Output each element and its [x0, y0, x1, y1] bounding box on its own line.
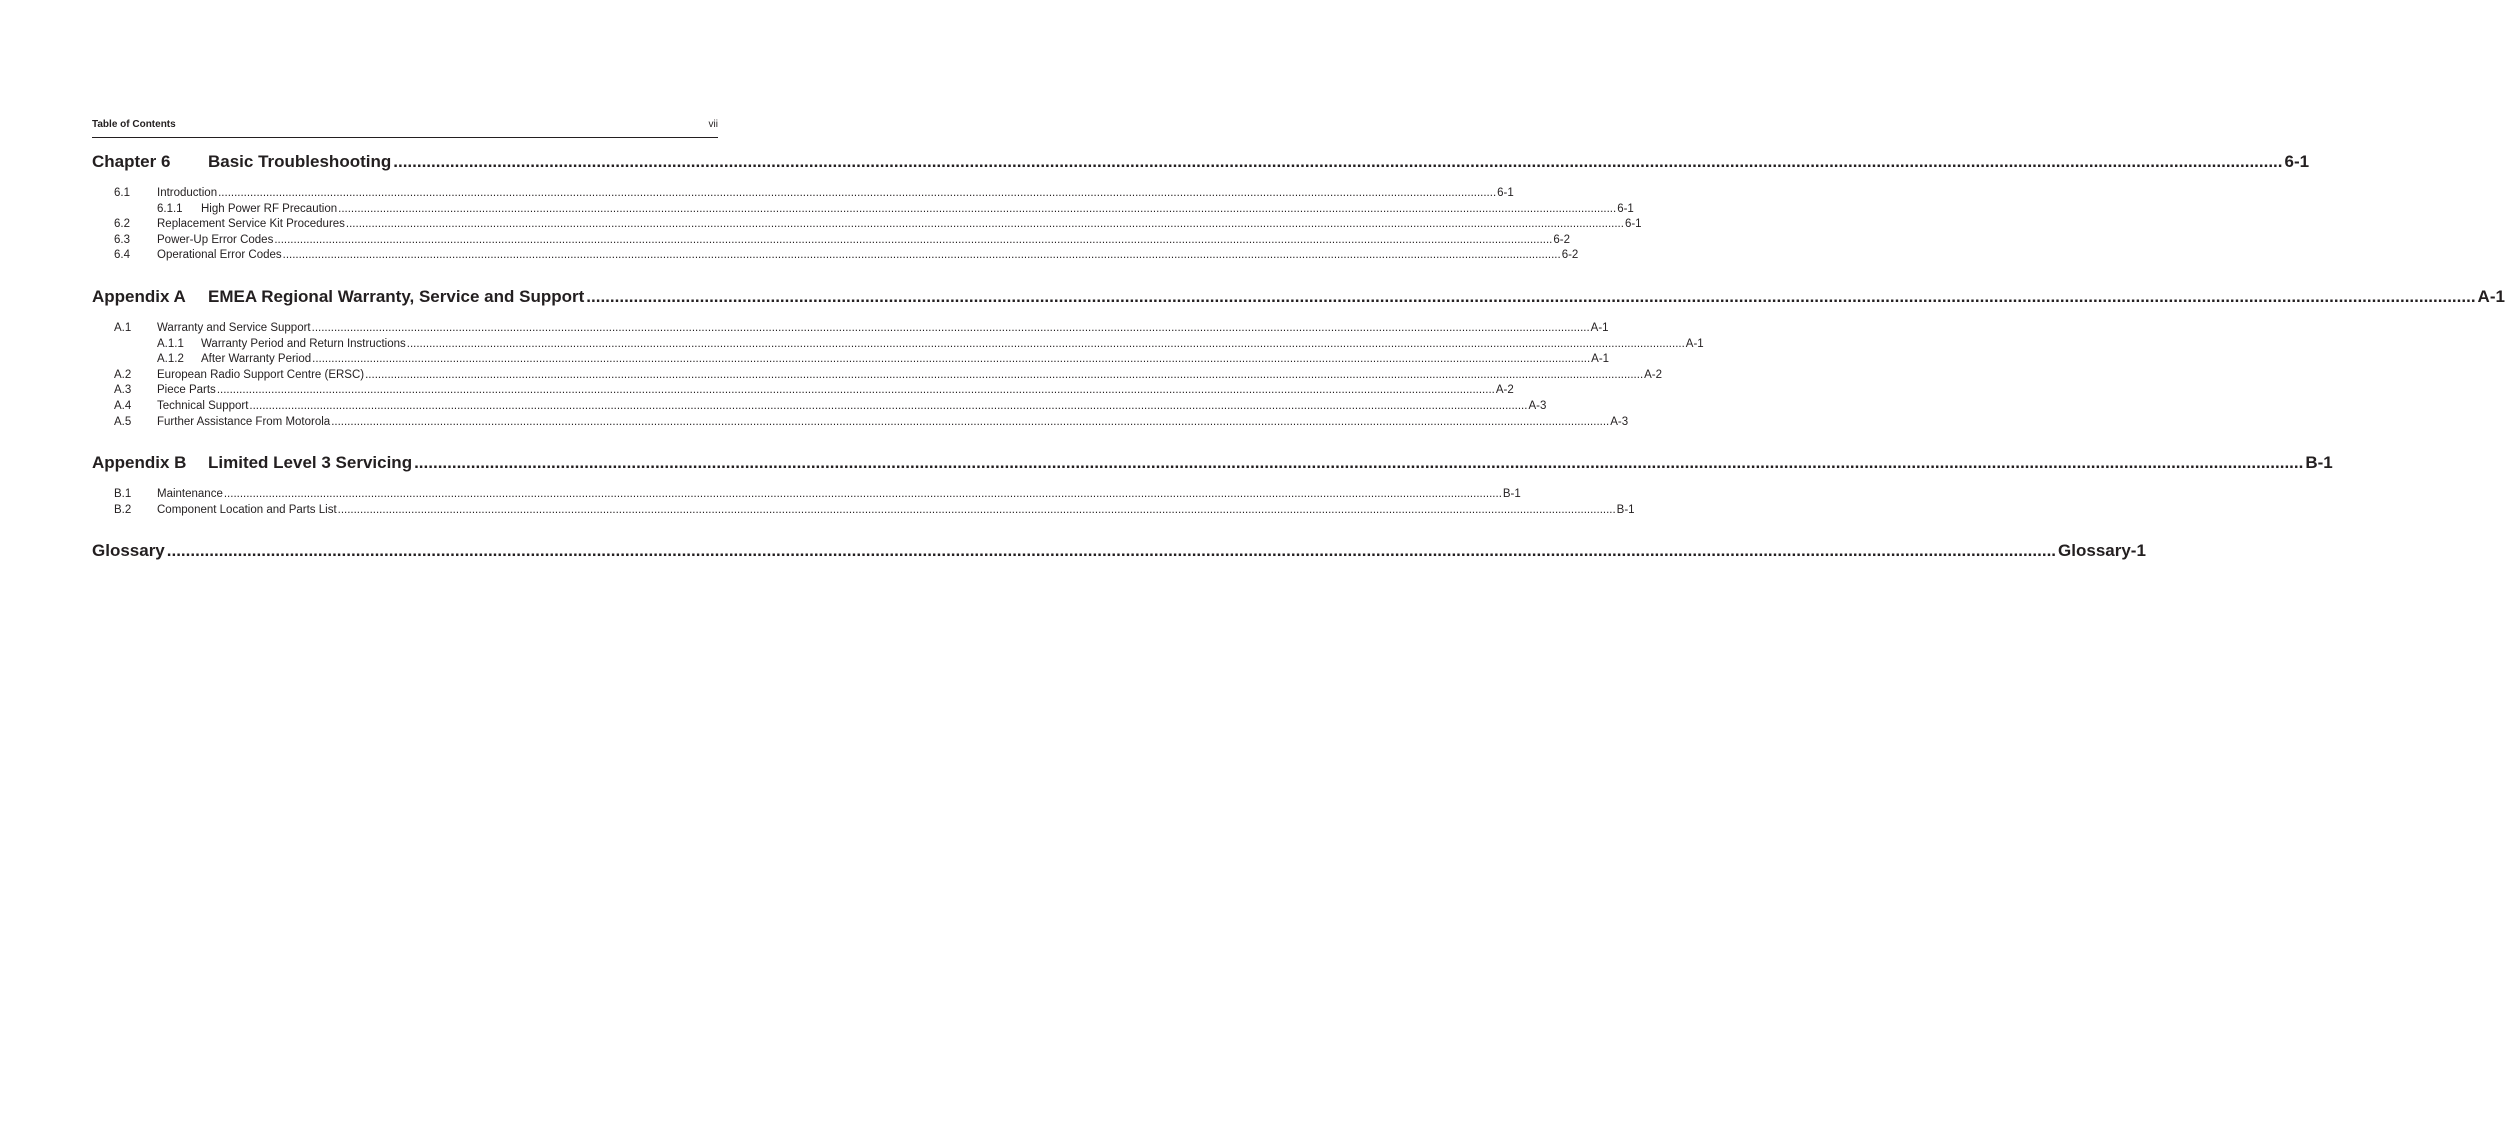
chapter-label: Chapter 6 [92, 152, 171, 171]
entry-page: A-1 [1685, 337, 1704, 350]
entry-title: Component Location and Parts List [157, 503, 337, 516]
header-rule [92, 137, 718, 138]
dot-leader: ................................................................................................................................................................................................................................................................................................................................................................................................................ [274, 233, 1553, 246]
toc-entry[interactable] [92, 415, 1629, 432]
entry-page: A-2 [1644, 368, 1663, 381]
dot-leader: ................................................................................................................................................................................................................................................................................................................................................................................................................ [311, 322, 1590, 334]
dot-leader: ................................................................................................................................................................................................................................................................................................................................................................................................................ [223, 488, 1502, 500]
entry-number: A.1.2 [157, 353, 184, 366]
toc-chapter-heading[interactable] [92, 453, 2333, 475]
dot-leader: ................................................................................................................................................................................................................................................................................................................................................................................................................ [338, 202, 1617, 215]
entry-number: A.5 [114, 415, 132, 428]
chapter-label: Appendix A [92, 287, 186, 306]
toc-entry[interactable] [92, 368, 1663, 385]
toc-chapter-heading[interactable] [92, 152, 2310, 174]
dot-leader: ................................................................................................................................................................................................................................................................................................................................................................................................................ [414, 453, 2304, 472]
chapter-title: Basic Troubleshooting [208, 152, 392, 171]
entry-number: B.1 [114, 488, 132, 500]
entry-number: 6.4 [114, 249, 130, 262]
header-title: Table of Contents [92, 119, 176, 130]
entry-title: Introduction [157, 187, 218, 199]
entry-title: European Radio Support Centre (ERSC) [157, 368, 365, 381]
toc-entry[interactable] [92, 218, 1642, 234]
entry-title: Power-Up Error Codes [157, 233, 274, 246]
toc-section-appendix-b [92, 453, 2333, 519]
entry-page: A-3 [1610, 415, 1629, 428]
toc-entry[interactable] [92, 384, 1514, 400]
header-page-number: vii [708, 119, 718, 130]
entry-page: 6-1 [1497, 187, 1514, 199]
dot-leader: ................................................................................................................................................................................................................................................................................................................................................................................................................ [218, 187, 1497, 199]
entry-page: A-3 [1528, 399, 1547, 412]
toc-section-appendix-a [92, 287, 2505, 431]
entry-title: Piece Parts [157, 384, 216, 397]
entry-page: A-2 [1495, 384, 1514, 397]
dot-leader: ................................................................................................................................................................................................................................................................................................................................................................................................................ [249, 399, 1528, 412]
dot-leader: ................................................................................................................................................................................................................................................................................................................................................................................................................ [393, 152, 2283, 171]
entry-title: High Power RF Precaution [201, 202, 338, 215]
dot-leader: ................................................................................................................................................................................................................................................................................................................................................................................................................ [406, 337, 1685, 350]
dot-leader: ................................................................................................................................................................................................................................................................................................................................................................................................................ [337, 503, 1616, 516]
entry-title: Operational Error Codes [157, 249, 282, 262]
dot-leader: ................................................................................................................................................................................................................................................................................................................................................................................................................ [586, 287, 2476, 306]
chapter-title: Glossary [92, 541, 165, 560]
toc-chapter-heading[interactable] [92, 541, 2146, 563]
chapter-page: Glossary-1 [2058, 541, 2146, 560]
entry-page: A-1 [1590, 322, 1609, 334]
entry-number: 6.1.1 [157, 202, 183, 215]
toc-entry[interactable] [92, 488, 1521, 504]
entry-number: A.2 [114, 368, 132, 381]
entry-title: Warranty Period and Return Instructions [201, 337, 406, 350]
toc-entry[interactable] [92, 202, 1634, 219]
toc-entry[interactable] [92, 399, 1547, 416]
chapter-title: EMEA Regional Warranty, Service and Support [208, 287, 585, 306]
page-header [92, 119, 718, 133]
toc-entry[interactable] [92, 322, 1609, 338]
toc-entry[interactable] [92, 337, 1704, 354]
entry-title: Maintenance [157, 488, 223, 500]
dot-leader: ................................................................................................................................................................................................................................................................................................................................................................................................................ [365, 368, 1644, 381]
entry-page: 6-1 [1624, 218, 1642, 231]
dot-leader: ................................................................................................................................................................................................................................................................................................................................................................................................................ [312, 353, 1591, 366]
entry-number: 6.2 [114, 218, 130, 231]
toc-entry[interactable] [92, 233, 1570, 250]
chapter-label: Appendix B [92, 453, 187, 472]
entry-page: 6-1 [1617, 202, 1634, 215]
entry-page: 6-2 [1553, 233, 1570, 246]
toc-entry[interactable] [92, 353, 1610, 369]
toc-chapter-heading[interactable] [92, 287, 2505, 309]
entry-number: 6.3 [114, 233, 130, 246]
chapter-page: A-1 [2477, 287, 2505, 306]
entry-title: After Warranty Period [201, 353, 312, 366]
dot-leader: ................................................................................................................................................................................................................................................................................................................................................................................................................ [331, 415, 1610, 428]
toc-entry[interactable] [92, 249, 1579, 265]
entry-number: 6.1 [114, 187, 130, 199]
entry-page: B-1 [1616, 503, 1635, 516]
entry-page: 6-2 [1561, 249, 1579, 262]
entry-number: A.1.1 [157, 337, 184, 350]
entry-number: A.1 [114, 322, 132, 334]
entry-page: B-1 [1502, 488, 1521, 500]
entry-number: A.4 [114, 399, 132, 412]
entry-page: A-1 [1591, 353, 1610, 366]
toc-section-glossary [92, 541, 2146, 563]
entry-number: A.3 [114, 384, 132, 397]
toc-section-chapter-6 [92, 152, 2310, 265]
dot-leader: ................................................................................................................................................................................................................................................................................................................................................................................................................ [345, 218, 1624, 231]
chapter-page: B-1 [2305, 453, 2333, 472]
chapter-page: 6-1 [2284, 152, 2310, 171]
entry-title: Further Assistance From Motorola [157, 415, 331, 428]
entry-number: B.2 [114, 503, 132, 516]
dot-leader: ................................................................................................................................................................................................................................................................................................................................................................................................................ [282, 249, 1561, 262]
entry-title: Technical Support [157, 399, 249, 412]
toc-entry[interactable] [92, 503, 1635, 520]
toc-entry[interactable] [92, 187, 1514, 203]
entry-title: Replacement Service Kit Procedures [157, 218, 345, 231]
dot-leader: ................................................................................................................................................................................................................................................................................................................................................................................................................ [166, 541, 2057, 560]
entry-title: Warranty and Service Support [157, 322, 311, 334]
dot-leader: ................................................................................................................................................................................................................................................................................................................................................................................................................ [216, 384, 1495, 397]
chapter-title: Limited Level 3 Servicing [208, 453, 413, 472]
